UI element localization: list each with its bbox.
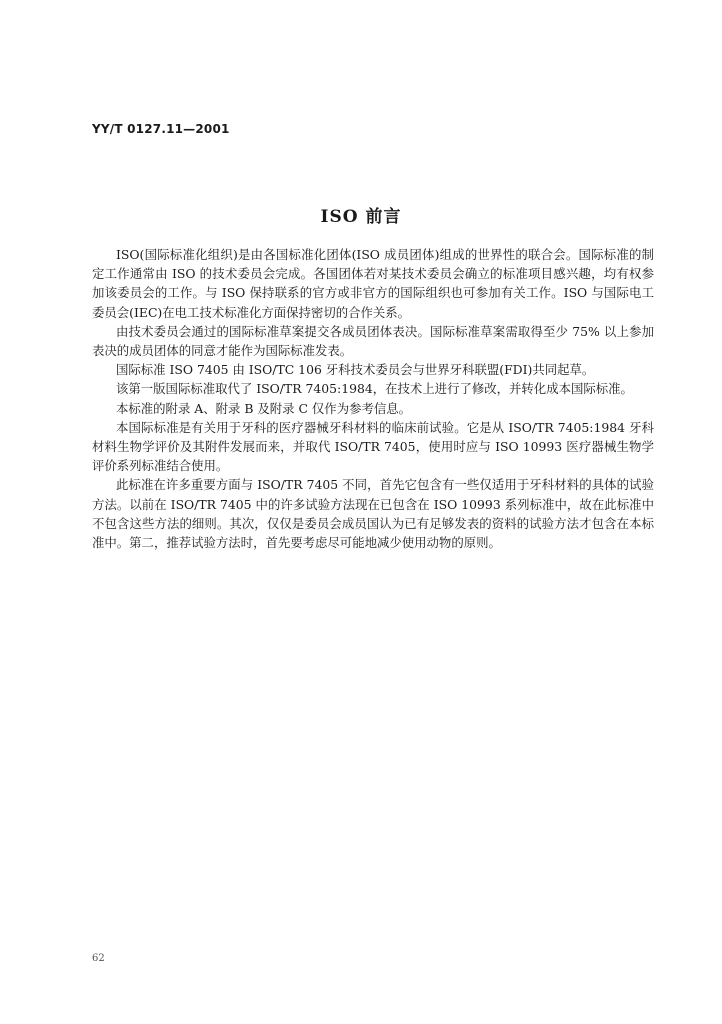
paragraph-iso-organization: ISO(国际标准化组织)是由各国标准化团体(ISO 成员团体)组成的世界性的联合会。国际标准的制定工作通常由 ISO 的技术委员会完成。各国团体若对某技术委员会确立的标准项目感兴趣，均有权参加该委员会的工作。与 ISO 保持联系的官方或非官方的国际组织也可参加有关工作。ISO 与国际电工委员会(IEC)在电工技术标准化方面保持密切的合作关系。	[92, 247, 654, 320]
paragraph-drafting: 国际标准 ISO 7405 由 ISO/TC 106 牙科技术委员会与世界牙科联盟(FDI)共同起草。	[116, 362, 595, 378]
paragraph-voting: 由技术委员会通过的国际标准草案提交各成员团体表决。国际标准草案需取得至少 75% 以上参加表决的成员团体的同意才能作为国际标准发表。	[92, 323, 654, 359]
page-title: ISO 前言	[320, 207, 402, 227]
paragraph-edition: 该第一版国际标准取代了 ISO/TR 7405:1984，在技术上进行了修改，并转化成本国际标准。	[116, 381, 633, 397]
paragraph-differences: 此标准在许多重要方面与 ISO/TR 7405 不同，首先它包含有一些仅适用于牙科材料的具体的试验方法。以前在 ISO/TR 7405 中的许多试验方法现在已包含在 ISO 10993 系列标准中，故在此标准中不包含这些方法的细则。其次，仅仅是委员会成员国认为已有足够发表的资料的试验方法才包含在本标准中。第二，推荐试验方法时，首先要考虑尽可能地减少使用动物的原则。	[92, 477, 654, 551]
paragraph-annexes: 本标准的附录 A、附录 B 及附录 C 仅作为参考信息。	[116, 400, 412, 416]
foreword-body	[92, 245, 654, 552]
paragraph-scope: 本国际标准是有关用于牙科的医疗器械牙科材料的临床前试验。它是从 ISO/TR 7405:1984 牙科材料生物学评价及其附件发展而来，并取代 ISO/TR 7405，使用时应与 ISO 10993 医疗器械生物学评价系列标准结合使用。	[92, 419, 654, 474]
standard-code: YY/T 0127.11—2001	[92, 122, 230, 136]
page-number: 62	[92, 953, 105, 964]
